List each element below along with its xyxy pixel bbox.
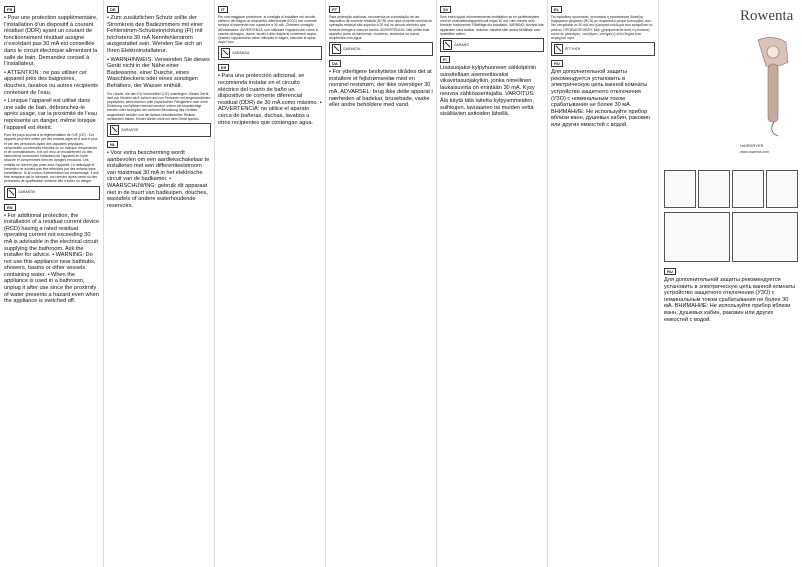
diagram-box [732, 170, 764, 208]
body-text: Για πρόσθετη προστασία, συνιστάται η εγκατάσταση διάταξης διαφορικού ρεύματος (RCD) με ονομαστικό ρεύμα λειτουργίας που δεν υπερβαίνει τα 30 mA στο ηλεκτρικό κύκλωμα που τροφοδοτεί το μπάνιο. ΠΡΟΕΙΔΟΠΟΙΗΣΗ: Μην χρησιμοποιείτε αυτή τη συσκευή κοντά σε μπανιέρες, ντουζιέρες, νιπτήρες ή άλλα δοχεία που περιέχουν νερό. [551, 15, 653, 41]
recycle-bin-icon [110, 125, 119, 135]
recycle-bin-icon [7, 188, 16, 198]
column-divider [658, 0, 659, 567]
body-text-2: • Voor extra bescherming wordt aanbevolen om een aardlekschakelaar te installeren met een differentieelstroom van maximaal 30 mA in het elektrische circuit van de badkamer. • WAARSCHUWING: gebruik dit apparaat niet in de buurt van badkuipen, douches, wastafels of andere waterhoudende reservoirs. [107, 149, 210, 209]
body-text-2: Для дополнительной защиты рекомендуется установить в электрическую цепь ванной комнаты устройство защитного отключения (УЗО) с номинальным током срабатывания не более 30 мА. ВНИМАНИЕ: Не используйте прибор вблизи ванн, душевых кабин, раковин или других емкостей с водой. [551, 69, 651, 128]
recycle-bin-icon [221, 48, 230, 58]
brand-logo: Rowenta [740, 8, 794, 24]
recycling-notice [4, 186, 100, 200]
body-text-2: • For yderligere beskyttelse tilrådes det at installere et fejlstrømsrelæ med en nominel reststrøm, der ikke overstiger 30 mA. ADVARSEL: brug ikke dette apparat i nærheden af badekar, brusebade, vaske eller andre beholdere med vand. [329, 69, 433, 109]
diagram-box [664, 170, 696, 208]
language-tag-2: DA [329, 60, 341, 67]
body-text-2: • For additional protection, the installation of a residual current device (RCD) having a rated residual operating current not exceeding 30 mA is advisable in the electrical circuit supplying the bathroom. Ask the installer for advice. • WARNING: Do not use this appliance near bathtubs, showers, basins or other vessels containing water. • When the appliance is used in a bathroom, unplug it after use since the proximity of water presents a hazard even when the appliance is switched off. [4, 212, 100, 305]
section-title: ΕΓΓΥΗΣΗ [565, 47, 581, 52]
language-tag-2: ES [218, 64, 229, 71]
column-divider [103, 0, 104, 567]
body-text-2: Lisäsuojaksi kylpyhuoneen sähköpiiriin suositellaan asennettavaksi vikavirtasuojakytkin, jonka nimellinen laukaisuvirta on enintään 30 mA. Kysy neuvoa sähköasentajalta. VAROITUS: Älä käytä tätä laitetta kylpyammeiden, suihkujen, lavuaarien tai muiden vettä sisältävien astioiden lähellä. [440, 65, 537, 118]
recycle-bin-icon [554, 44, 563, 54]
section-title: GARANZIA [232, 51, 250, 56]
recycling-notice [551, 42, 655, 56]
language-tag-2: FI [440, 56, 450, 63]
language-tag: DE [107, 6, 119, 13]
language-tag: IT [218, 6, 228, 13]
body-text-2: • Para una protección adicional, se recomienda instalar en el circuito eléctrico del cuarto de baño un dispositivo de corriente diferencial residual (DDR) de 30 mA como máximo. • ADVERTENCIA: no utilice el aparato cerca de bañeras, duchas, lavabos u otros recipientes que contengan agua. [218, 73, 322, 126]
diagram-box [664, 212, 730, 262]
column-divider [436, 0, 437, 567]
recycling-notice [218, 46, 322, 60]
column-sv [440, 4, 544, 563]
column-fr [4, 4, 100, 563]
language-tag: EL [551, 6, 562, 13]
bullet-3: • Lorsque l’appareil est utilisé dans une salle de bain, débranchez-le après usage, car la proximité de l’eau représente un danger, même lorsque l’appareil est éteint. [4, 98, 97, 131]
column-it [218, 4, 322, 563]
body-text: Para protecção adicional, recomenda-se a instalação de um dispositivo de corrente residual (DCR) com uma corrente nominal de operação residual não superior a 30 mA no circuito eléctrico que fornece energia à casa de banho. ADVERTÊNCIA: Não utilize este aparelho perto de banheiras, chuveiros, lavatórios ou outros recipientes com água. [329, 15, 433, 41]
column-divider [325, 0, 326, 567]
hair-dryer-illustration [738, 32, 796, 138]
language-tag-2: EN [4, 204, 16, 211]
cover-text [664, 266, 796, 559]
language-tag-2: NL [107, 141, 118, 148]
website-url: www.rowenta.com [740, 150, 770, 154]
body-text: Для дополнительной защиты рекомендуется установить в электрическую цепь ванной комнаты устройство защитного отключения (УЗО) с номинальным током срабатывания не более 30 мА. ВНИМАНИЕ: Не используйте прибор вблизи ванн, душевых кабин, раковин или других емкостей с водой. [664, 277, 796, 323]
column-divider [547, 0, 548, 567]
model-name: HAIRDRYER [740, 143, 764, 148]
bullet-1: • Pour une protection supplémentaire, l’installation d’un dispositif à courant résiduel (DDR) ayant un courant de fonctionnement résiduel assigné n’excédant pas 30 mA est conseillée dans le circuit électrique alimentant la salle de bain. Demandez conseil à l’installateur. [4, 15, 98, 68]
diagram-box [698, 170, 730, 208]
diagram-box [766, 170, 798, 208]
column-pt [329, 4, 433, 563]
bullet-1: • Zum zusätzlichen Schutz sollte der Stromkreis des Badezimmers mit einer Fehlerstrom-Schutzeinrichtung (FI) mit höchstens 30 mA Nennfehlerstrom ausgestattet sein. Wenden Sie sich an Ihren Elektroinstallateur. [107, 15, 204, 54]
recycling-notice [329, 42, 433, 56]
language-tag: SV [440, 6, 451, 13]
section-title: GARANTIE [121, 127, 139, 132]
recycling-notice [440, 38, 544, 52]
recycling-notice [107, 123, 211, 137]
section-title: GARANTIE [18, 190, 36, 195]
recycle-bin-icon [443, 40, 452, 50]
column-de [107, 4, 211, 563]
body-text: Per una maggiore protezione, si consiglia di installare nel circuito elettrico del bagno un dispositivo differenziale (RCD) con corrente residua di intervento non superiore a 30 mA. Chiedere consiglio all’installatore. AVVERTENZA: non utilizzare l’apparecchio vicino a vasche da bagno, docce, lavabi o altri recipienti contenenti acqua. Quando l’apparecchio viene utilizzato in bagno, staccare la spina dopo l’uso. [218, 15, 318, 45]
section-title: GARANTI [454, 42, 470, 47]
column-el [551, 4, 655, 563]
body-text: Som extra skydd rekommenderas installation av en jordfelsbrytare med en märkutlösningsström på högst 30 mA i den elkrets som försörjer badrummet. Rådfråga din installatör. VARNING: Använd inte apparaten nära badkar, duschar, handfat eller andra behållare som innehåller vatten. [440, 15, 544, 36]
language-tag: FR [4, 6, 15, 13]
language-tag: PT [329, 6, 340, 13]
body-text: Für Länder, die den EU-Vorschriften (CE) unterliegen: Dieses Gerät darf von Kindern ab 8 Jahren und von Personen mit eingeschränkten physischen, sensorischen oder psychischen Fähigkeiten oder ohne Erfahrung und Wissen benutzt werden, sofern sie beaufsichtigt werden oder bezüglich der sicheren Benutzung des Gerätes angewiesen wurden und die daraus resultierenden Risiken verstanden haben. Kinder dürfen nicht mit dem Gerät spielen. [107, 91, 211, 121]
bullet-2: • WARNHINWEIS: Verwenden Sie dieses Gerät nicht in der Nähe einer Badewanne, einer Dusche, eines Waschbeckens oder eines sonstigen Behälters, der Wasser enthält. [107, 56, 210, 89]
language-tag: RU [664, 268, 676, 275]
column-divider [214, 0, 215, 567]
recycle-bin-icon [332, 44, 341, 54]
bullet-2: • ATTENTION : ne pas utiliser cet appareil près des baignoires, douches, lavabos ou autres récipients contenant de l’eau. [4, 69, 98, 96]
body-text: Pour les pays soumis à la réglementation de l’UE (CE) : Cet appareil peut être utilisé par des enfants âgés de 8 ans et plus et par des personnes ayant des capacités physiques, sensorielles ou mentales réduites ou un manque d’expérience et de connaissances, s’ils ont reçu un encadrement ou des instructions concernant l’utilisation de l’appareil en toute sécurité et comprennent bien les dangers encourus. Les enfants ne doivent pas jouer avec l’appareil. Le nettoyage et l’entretien ne doivent pas être effectués par des enfants sans surveillance. Si le cordon d’alimentation est endommagé, il doit être remplacé par le fabricant, son service après-vente ou des personnes de qualification similaire afin d’éviter un danger. [4, 133, 99, 184]
diagram-box [732, 212, 798, 262]
language-tag-2: RU [551, 60, 563, 67]
section-title: GARANTIA [343, 47, 361, 52]
